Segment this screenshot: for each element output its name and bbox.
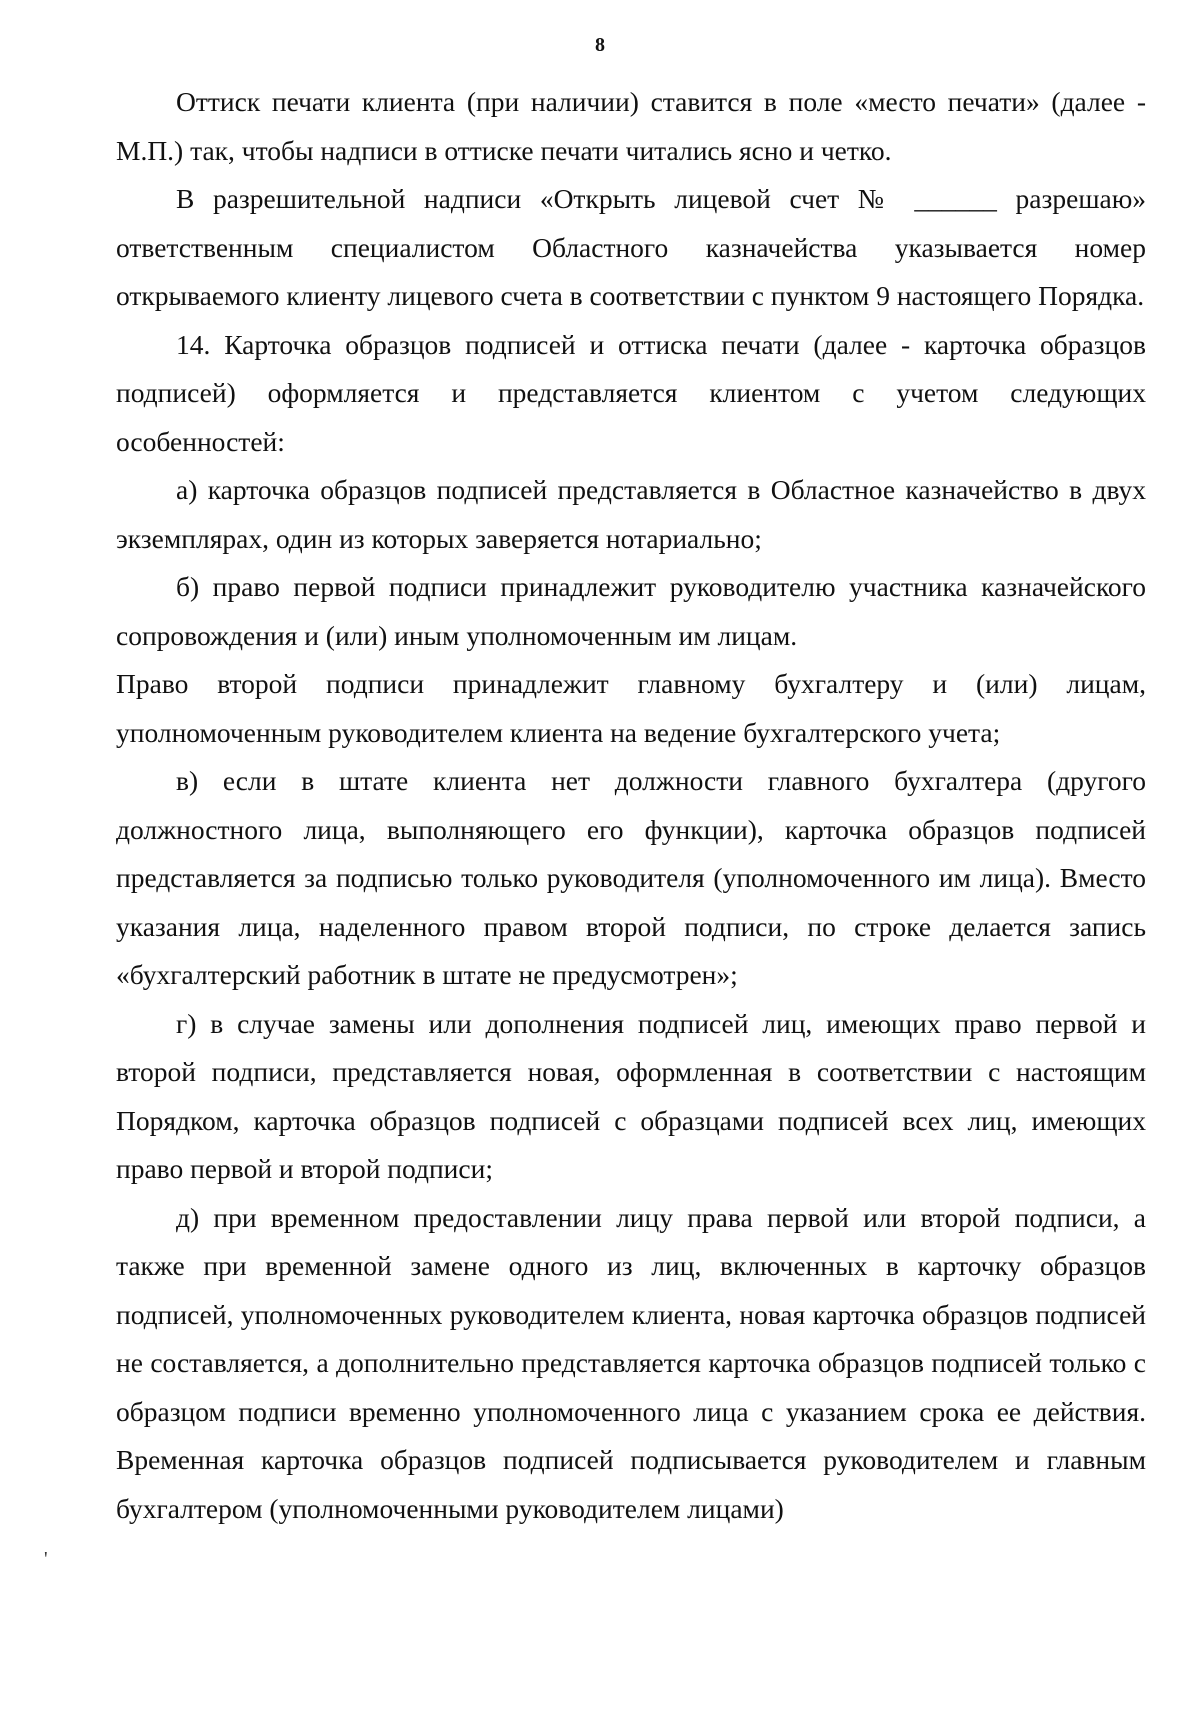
page-number: 8 xyxy=(595,34,605,56)
paragraph-item-d: д) при временном предоставлении лицу права первой или второй подписи, а также при временной замене одного из лиц, включенных в карточку образцов подписей, уполномоченных руководителем клиента, новая карточка образцов подписей не составляется, а дополнительно представляется карточка образцов подписей только с образцом подписи временно уполномоченного лица с указанием срока ее действия. Временная карточка образцов подписей подписывается руководителем и главным бухгалтером (уполномоченными руководителем лицами) xyxy=(116,1201,1146,1524)
paragraph-permit-inscription: В разрешительной надписи «Открыть лицевой счет № ______ разрешаю» ответственным специалистом Областного казначейства указывается номер открываемого клиенту лицевого счета в соответствии с пунктом 9 настоящего Порядка. xyxy=(116,183,1146,311)
paragraph-stamp-impression: Оттиск печати клиента (при наличии) ставится в поле «место печати» (далее - М.П.) так, чтобы надписи в оттиске печати читались ясно и четко. xyxy=(116,86,1146,166)
document-body xyxy=(116,78,1146,1533)
paragraph-item-g: г) в случае замены или дополнения подписей лиц, имеющих право первой и второй подписи, представляется новая, оформленная в соответствии с настоящим Порядком, карточка образцов подписей с образцами подписей всех лиц, имеющих право первой и второй подписи; xyxy=(116,1007,1146,1184)
paragraph-item-a: а) карточка образцов подписей представляется в Областное казначейство в двух экземплярах, один из которых заверяется нотариально; xyxy=(116,474,1146,554)
margin-mark: ' xyxy=(44,1548,48,1570)
paragraph-second-signature: Право второй подписи принадлежит главному бухгалтеру и (или) лицам, уполномоченным руководителем клиента на ведение бухгалтерского учета; xyxy=(116,668,1146,748)
paragraph-item-b: б) право первой подписи принадлежит руководителю участника казначейского сопровождения и (или) иным уполномоченным им лицам. xyxy=(116,571,1146,651)
paragraph-item-v: в) если в штате клиента нет должности главного бухгалтера (другого должностного лица, выполняющего его функции), карточка образцов подписей представляется за подписью только руководителя (уполномоченного им лица). Вместо указания лица, наделенного правом второй подписи, по строке делается запись «бухгалтерский работник в штате не предусмотрен»; xyxy=(116,765,1146,990)
paragraph-item-14: 14. Карточка образцов подписей и оттиска печати (далее - карточка образцов подписей) оформляется и представляется клиентом с учетом следующих особенностей: xyxy=(116,328,1146,457)
